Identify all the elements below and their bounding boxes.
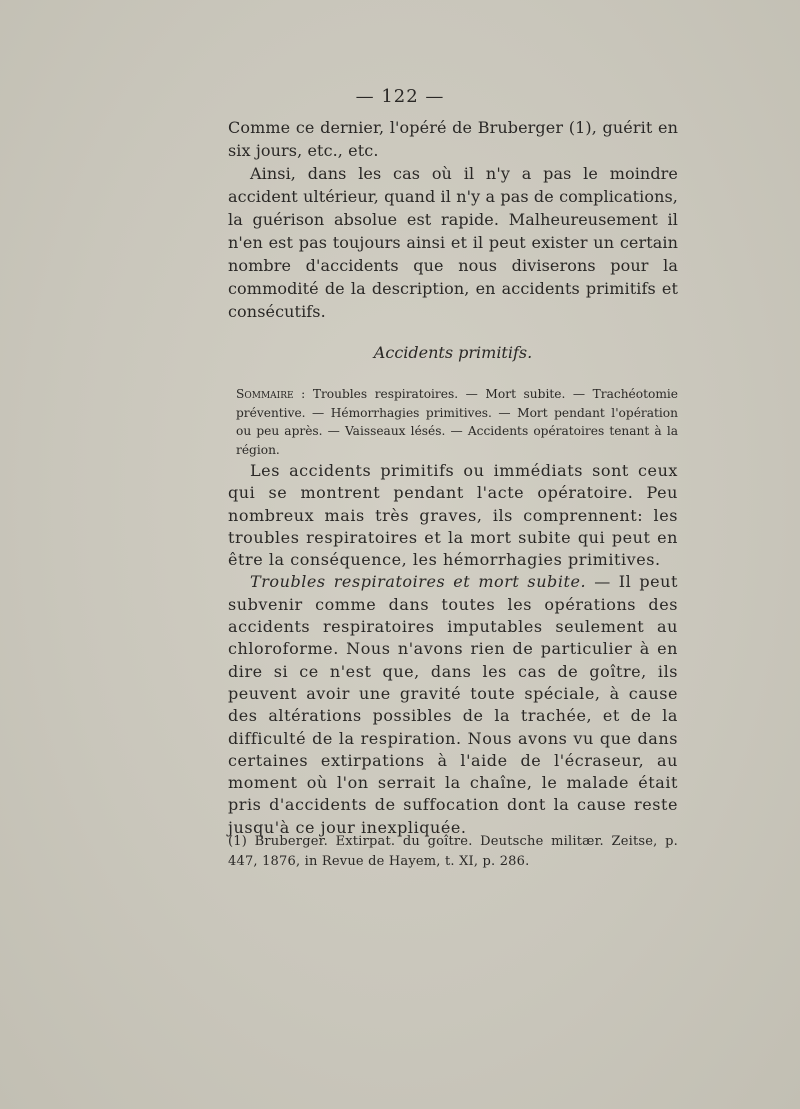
body-subheading: Troubles respiratoires et mort subite. — [250, 572, 587, 592]
section-heading: Accidents primitifs. — [373, 343, 533, 362]
summary-block — [236, 385, 678, 459]
body-paragraph-2 — [228, 571, 678, 839]
summary-label: Sommaire : — [236, 387, 306, 401]
intro-section — [228, 116, 678, 323]
summary-text: Troubles respiratoires. — Mort subite. — Trachéotomie préventive. — Hémorrhagies primitives. — Mort pendant l'opération ou peu après. — Vaisseaux lésés. — Accidents opératoires tenant à la région. — [236, 387, 678, 457]
body-paragraph-2-text: — Il peut subvenir comme dans toutes les opérations des accidents respiratoires imputables seulement au chloroforme. Nous n'avons rien de particulier à en dire si ce n'est que, dans les cas de goître, ils peuvent avoir une gravité toute spéciale, à cause des altérations possibles de la trachée, et de la difficulté de la respiration. Nous avons vu que dans certaines extirpations à l'aide de l'écraseur, au moment où l'on serrait la chaîne, le malade était pris d'accidents de suffocation dont la cause reste jusqu'à ce jour inexpliquée. — [228, 572, 678, 837]
footnote — [228, 832, 678, 872]
footnote-text: (1) Bruberger. Extirpat. du goître. Deutsche militær. Zeitse, p. 447, 1876, in Revue de Hayem, t. XI, p. 286. — [228, 834, 678, 869]
body-section — [228, 460, 678, 839]
body-paragraph-1: Les accidents primitifs ou immédiats sont ceux qui se montrent pendant l'acte opératoire. Peu nombreux mais très graves, ils comprennent: les troubles respiratoires et la mort subite qui peut en être la conséquence, les hémorrhagies primitives. — [228, 461, 678, 570]
page-number: — 122 — — [355, 86, 445, 107]
summary-paragraph — [236, 385, 678, 459]
intro-paragraph-1: Comme ce dernier, l'opéré de Bruberger (1), guérit en six jours, etc., etc. — [228, 118, 678, 160]
intro-paragraph-2: Ainsi, dans les cas où il n'y a pas le moindre accident ultérieur, quand il n'y a pas de complications, la guérison absolue est rapide. Malheureusement il n'en est pas toujours ainsi et il peut exister un certain nombre d'accidents que nous diviserons pour la commodité de la description, en accidents primitifs et consécutifs. — [228, 164, 678, 321]
